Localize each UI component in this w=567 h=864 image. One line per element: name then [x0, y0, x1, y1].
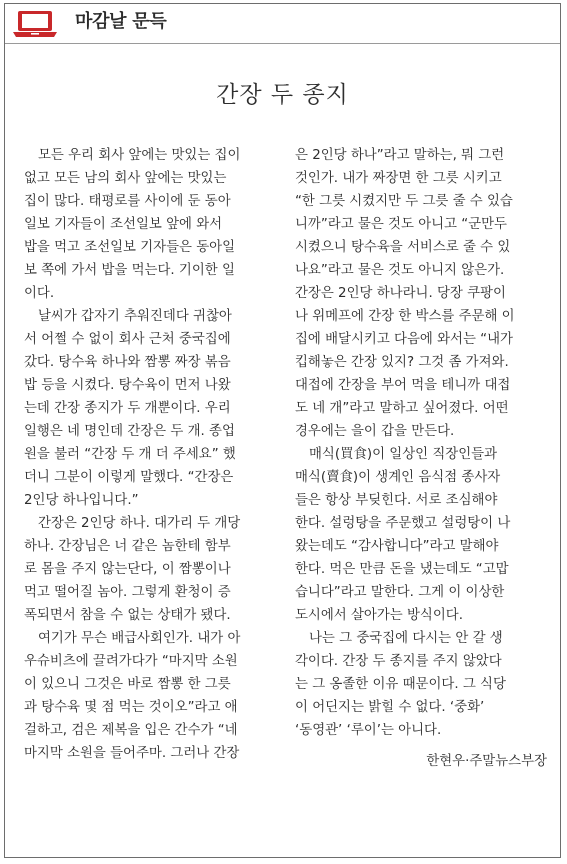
- body-text-line: 폭되면서 참을 수 없는 상태가 됐다.: [24, 608, 231, 623]
- body-text-line: 밥을 먹고 조선일보 기자들은 동아일: [24, 240, 236, 255]
- section-header: [5, 4, 560, 44]
- body-text-line: 매식(買食)이 일상인 직장인들과: [309, 447, 498, 462]
- body-text-line: 간장은 2인당 하나라니. 당장 쿠팡이: [295, 286, 506, 301]
- body-text-line: 마지막 소원을 들어주마. 그러나 간장: [24, 746, 240, 761]
- body-text-line: 는 그 옹졸한 이유 때문이다. 그 식당: [295, 677, 506, 692]
- body-text-line: 한다. 먹은 만큼 돈을 냈는데도 “고맙: [295, 562, 509, 577]
- body-text-line: 들은 항상 부딪힌다. 서로 조심해야: [295, 493, 498, 508]
- body-text-line: 걸하고, 검은 제복을 입은 간수가 “네: [24, 723, 238, 738]
- right-column-lines: [295, 144, 547, 742]
- body-text-line: 서 어쩔 수 없이 회사 근처 중국집에: [24, 332, 231, 347]
- body-text-line: 우슈비츠에 끌려가다가 “마지막 소원: [24, 654, 238, 669]
- body-text-line: 밥 등을 시켰다. 탕수육이 먼저 나왔: [24, 378, 231, 393]
- author-byline: 한현우·주말뉴스부장: [426, 754, 547, 769]
- body-text-line: 이 어딘지는 밝힐 수 없다. ‘중화’: [295, 700, 485, 715]
- body-text-line: 보 쪽에 가서 밥을 먹는다. 기이한 일: [24, 263, 235, 278]
- body-text-line: 매식(賣食)이 생계인 음식점 종사자: [295, 470, 501, 485]
- article-title: 간장 두 종지: [216, 82, 349, 108]
- body-text-line: 집이 많다. 태평로를 사이에 둔 동아: [24, 194, 231, 209]
- body-text-line: 습니다”라고 말한다. 그게 이 이상한: [295, 585, 505, 600]
- body-text-line: 각이다. 간장 두 종지를 주지 않았다: [295, 654, 502, 669]
- column-page: [4, 3, 561, 858]
- body-text-line: 이 있으니 그것은 바로 짬뽕 한 그릇: [24, 677, 231, 692]
- body-text-line: 도시에서 살아가는 방식이다.: [295, 608, 463, 623]
- body-text-line: 원을 불러 “간장 두 개 더 주세요” 했: [24, 447, 236, 462]
- body-text-line: 먹고 떨어질 놈아. 그렇게 환청이 증: [24, 585, 231, 600]
- body-text-line: 일행은 네 명인데 간장은 두 개. 종업: [24, 424, 235, 439]
- body-text-line: 과 탕수육 몇 점 먹는 것이오”라고 애: [24, 700, 238, 715]
- laptop-icon: [12, 10, 58, 38]
- body-text-line: 로 몸을 주지 않는단다, 이 짬뽕이나: [24, 562, 231, 577]
- body-text-line: 대접에 간장을 부어 먹을 테니까 대접: [295, 378, 511, 393]
- body-text-line: 이다.: [24, 286, 55, 301]
- body-text-line: 날씨가 갑자기 추워진데다 귀찮아: [38, 309, 232, 324]
- body-text-line: 간장은 2인당 하나. 대가리 두 개당: [38, 516, 241, 531]
- body-text-line: 것인가. 내가 짜장면 한 그릇 시키고: [295, 171, 502, 186]
- body-text-line: 나는 그 중국집에 다시는 안 갈 생: [309, 631, 503, 646]
- body-text-line: 일보 기자들이 조선일보 앞에 와서: [24, 217, 223, 232]
- article-body-right-column: [295, 144, 547, 773]
- body-text-line: 왔는데도 “감사합니다”라고 말해야: [295, 539, 499, 554]
- body-text-line: 도 네 개”라고 말하고 싶어졌다. 어떤: [295, 401, 509, 416]
- body-text-line: 는데 간장 종지가 두 개뿐이다. 우리: [24, 401, 231, 416]
- body-text-line: 경우에는 을이 갑을 만든다.: [295, 424, 455, 439]
- body-text-line: “한 그릇 시켰지만 두 그릇 줄 수 있습: [295, 194, 513, 209]
- body-text-line: 모든 우리 회사 앞에는 맛있는 집이: [38, 148, 241, 163]
- body-text-line: 나요”라고 물은 것도 아니지 않은가.: [295, 263, 505, 278]
- body-text-line: 집에 배달시키고 다음에 와서는 “내가: [295, 332, 513, 347]
- body-text-line: 없고 모든 남의 회사 앞에는 맛있는: [24, 171, 227, 186]
- body-text-line: 은 2인당 하나”라고 말하는, 뭐 그런: [295, 148, 505, 163]
- body-text-line: 2인당 하나입니다.”: [24, 493, 139, 508]
- body-text-line: 갔다. 탕수육 하나와 짬뽕 짜장 볶음: [24, 355, 231, 370]
- body-text-line: 한다. 설렁탕을 주문했고 설렁탕이 나: [295, 516, 511, 531]
- body-text-line: 나 위메프에 간장 한 박스를 주문해 이: [295, 309, 515, 324]
- body-text-line: 니까”라고 물은 것도 아니고 “군만두: [295, 217, 507, 232]
- body-text-line: 시켰으니 탕수육을 서비스로 줄 수 있: [295, 240, 511, 255]
- body-text-line: ‘동영관’ ‘루이’는 아니다.: [295, 723, 442, 738]
- body-text-line: 더니 그분이 이렇게 말했다. “간장은: [24, 470, 234, 485]
- section-label: 마감날 문득: [75, 11, 167, 32]
- body-text-line: 킵해놓은 간장 있지? 그것 좀 가져와.: [295, 355, 509, 370]
- body-text-line: 여기가 무슨 배급사회인가. 내가 아: [38, 631, 241, 646]
- body-text-line: 하나. 간장님은 너 같은 놈한테 함부: [24, 539, 231, 554]
- article-body-left-column: [24, 144, 278, 765]
